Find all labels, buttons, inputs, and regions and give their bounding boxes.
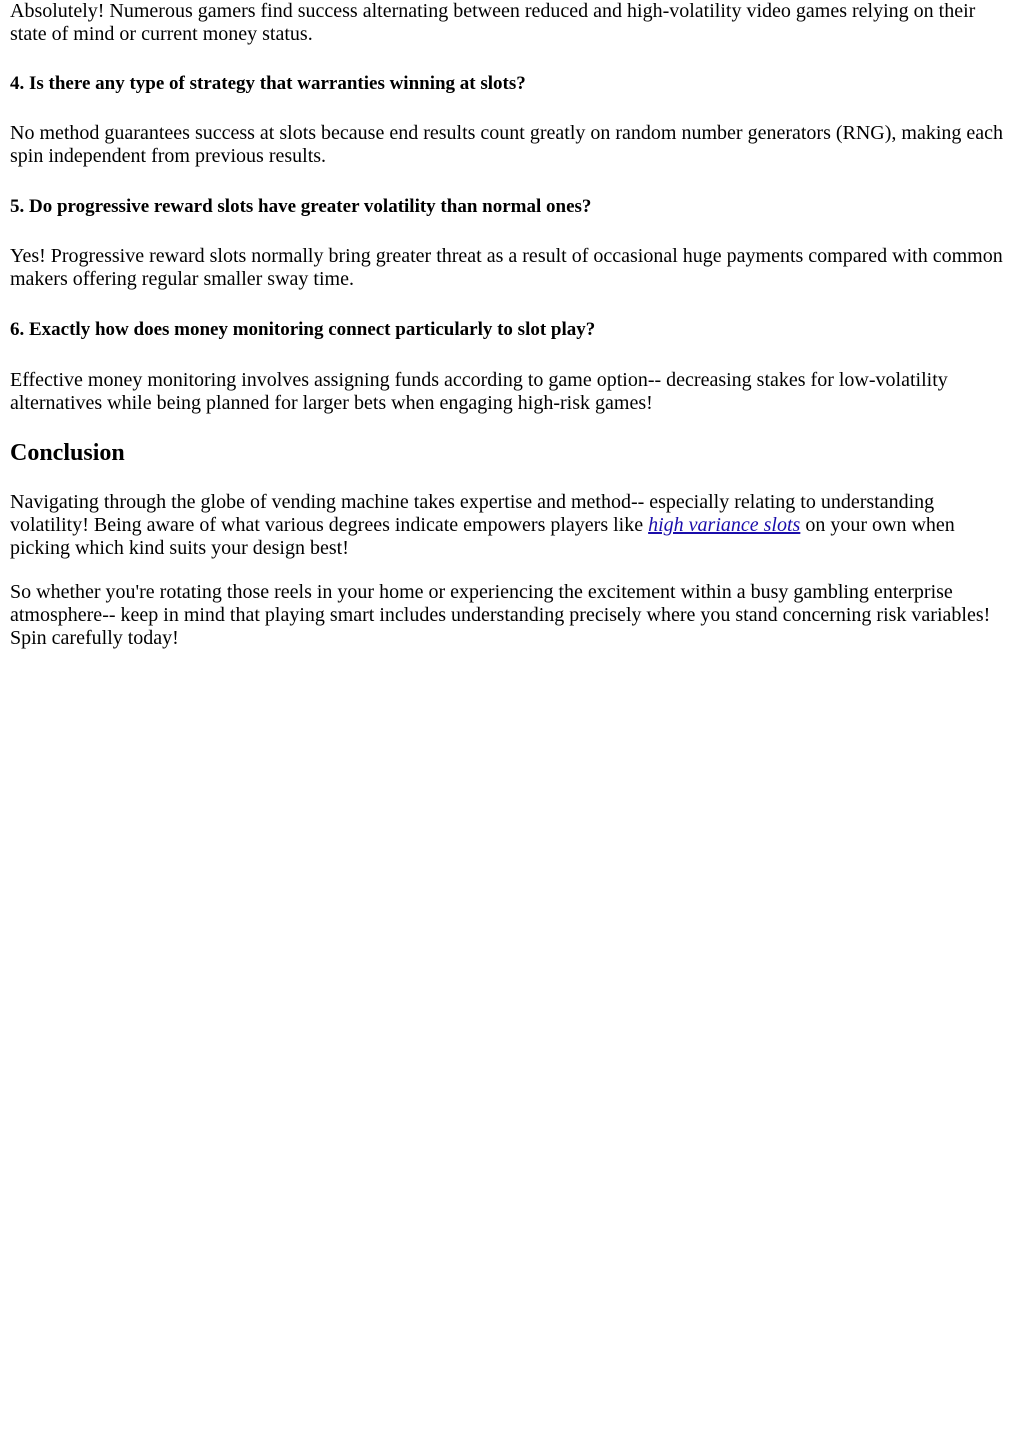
article-body xyxy=(0,0,1024,650)
conclusion-text-after-link: on your own when picking which kind suits your design best! xyxy=(10,514,955,559)
conclusion-heading: Conclusion xyxy=(10,440,125,466)
faq-question-5: 5. Do progressive reward slots have greater volatility than normal ones? xyxy=(10,196,592,217)
faq-answer-4: No method guarantees success at slots because end results count greatly on random number generators (RNG), making each spin independent from previous results. xyxy=(10,122,1004,167)
faq-answer-3: Absolutely! Numerous gamers find success alternating between reduced and high-volatility video games relying on their state of mind or current money status. xyxy=(10,0,976,45)
conclusion-paragraph-2: So whether you're rotating those reels in your home or experiencing the excitement within a busy gambling enterprise atmosphere-- keep in mind that playing smart includes understanding precisely where you stand concerning risk variables! Spin carefully today! xyxy=(10,581,991,649)
conclusion-paragraph-1 xyxy=(10,491,1014,560)
high-variance-slots-link[interactable]: high variance slots xyxy=(648,514,801,536)
faq-question-4: 4. Is there any type of strategy that warranties winning at slots? xyxy=(10,73,526,94)
conclusion-text-before-link: Navigating through the globe of vending machine takes expertise and method-- especially relating to understanding volatility! Being aware of what various degrees indicate empowers players like xyxy=(10,491,935,536)
faq-question-6: 6. Exactly how does money monitoring connect particularly to slot play? xyxy=(10,319,596,340)
faq-answer-6: Effective money monitoring involves assigning funds according to game option-- decreasing stakes for low-volatility alternatives while being planned for larger bets when engaging high-risk games! xyxy=(10,369,948,414)
faq-answer-5: Yes! Progressive reward slots normally bring greater threat as a result of occasional huge payments compared with common makers offering regular smaller sway time. xyxy=(10,245,1003,290)
